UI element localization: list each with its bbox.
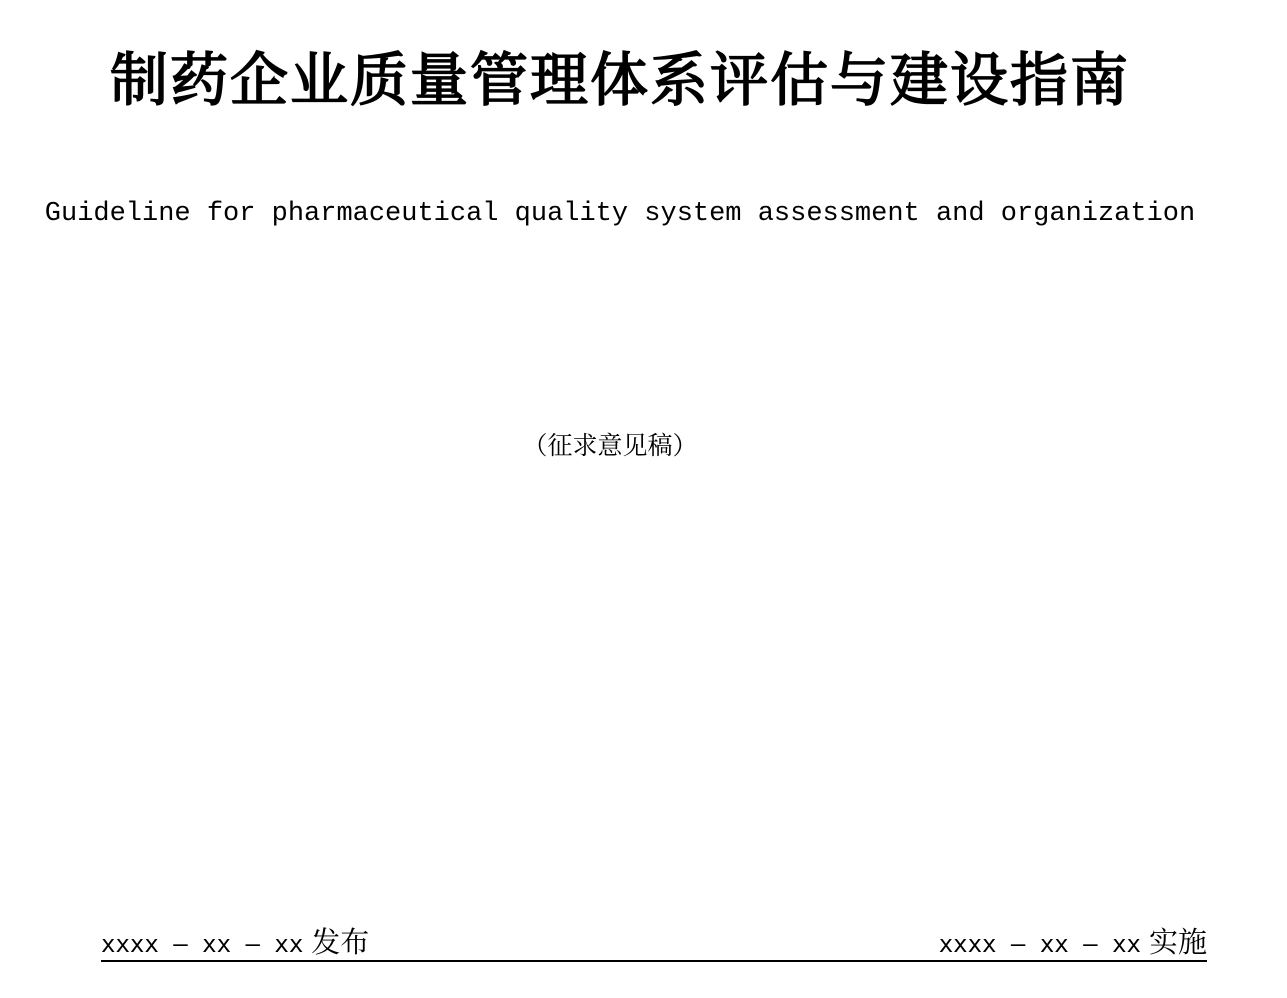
footer-divider: [101, 960, 1207, 962]
publish-label: 发布: [311, 925, 370, 959]
effective-date-block: [939, 922, 1207, 962]
publish-date-block: [101, 922, 369, 962]
document-title: 制药企业质量管理体系评估与建设指南: [109, 46, 1130, 114]
publish-date: xxxx – xx – xx: [101, 930, 304, 958]
effective-date: xxxx – xx – xx: [938, 930, 1141, 958]
draft-label: （征求意见稿）: [522, 431, 698, 460]
effective-label: 实施: [1148, 925, 1207, 959]
document-subtitle-en: Guideline for pharmaceutical quality system assessment and organization: [44, 199, 1196, 229]
